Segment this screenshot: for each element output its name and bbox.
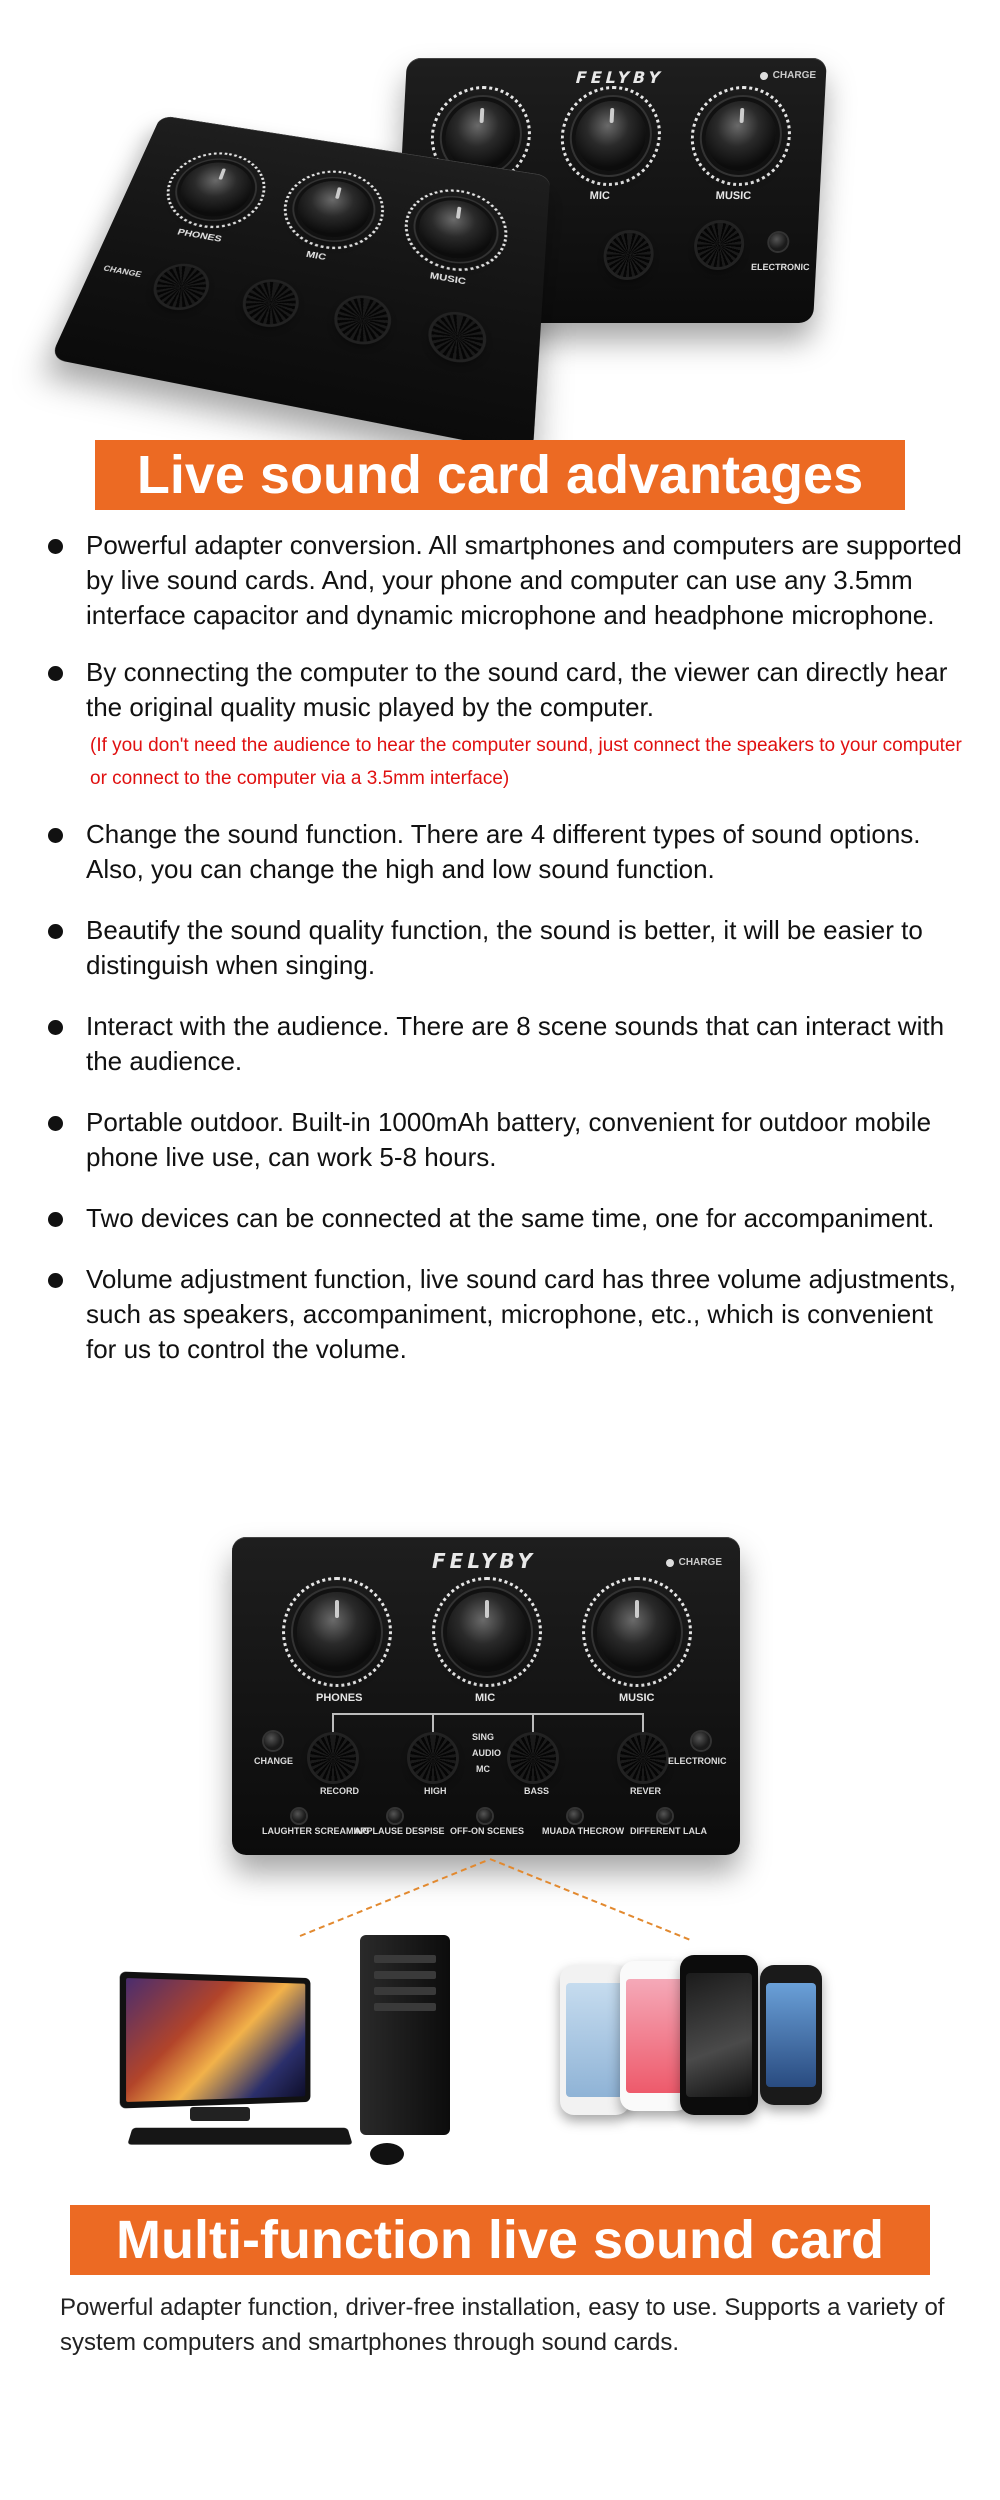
phones-label: PHONES: [316, 1692, 363, 1704]
charge-led-icon: [759, 72, 767, 80]
offon-label: OFF-ON SCENES: [450, 1826, 525, 1836]
phone-icon: [680, 1955, 758, 2115]
advantages-list: [48, 528, 968, 1367]
record-knob: [150, 263, 212, 312]
music-knob: [597, 1592, 677, 1672]
brand-logo: FELYBY: [432, 1549, 537, 1573]
list-item: Interact with the audience. There are 8 scene sounds that can interact with the audience.: [48, 1009, 968, 1079]
electronic-button: [692, 1732, 710, 1750]
list-item: By connecting the computer to the sound card, the viewer can directly hear the original quality music played by the computer. (If you don't need the audience to hear the computer sound, just connect the speakers to your computer or connect to the computer via a 3.5mm interface): [48, 655, 968, 795]
change-label: CHANGE: [102, 263, 143, 279]
mode-sing-label: SING: [472, 1732, 495, 1742]
mic-label: MIC: [475, 1692, 496, 1704]
connector-line: [332, 1713, 642, 1715]
connection-line-right: [490, 1858, 690, 1940]
charge-indicator: CHARGE: [759, 70, 816, 81]
list-item: Volume adjustment function, live sound card has three volume adjustments, such as speakers, accompaniment, microphone, etc., which is convenient for us to control the volume.: [48, 1262, 968, 1367]
electronic-label: ELECTRONIC: [750, 262, 810, 272]
list-item: Portable outdoor. Built-in 1000mAh battery, convenient for outdoor mobile phone live use, can work 5-8 hours.: [48, 1105, 968, 1175]
phones-label: PHONES: [175, 227, 223, 245]
rever-label: REVER: [630, 1786, 662, 1796]
keyboard-icon: [127, 2128, 352, 2145]
electronic-label: ELECTRONIC: [668, 1756, 727, 1766]
charge-indicator: CHARGE: [666, 1557, 722, 1568]
record-label: RECORD: [320, 1786, 360, 1796]
bass-knob: [605, 233, 651, 277]
mic-label: MIC: [589, 190, 611, 202]
bass-knob: [333, 294, 392, 346]
applause-label: APPLAUSE DESPISE: [354, 1826, 445, 1836]
monitor-stand: [190, 2107, 250, 2121]
pc-tower-icon: [360, 1935, 450, 2135]
scene-button: [658, 1809, 672, 1823]
scene-button: [478, 1809, 492, 1823]
mic-label: MIC: [304, 249, 328, 263]
mouse-icon: [370, 2143, 404, 2165]
sound-card-top-view: [232, 1537, 740, 1855]
connector-line: [642, 1713, 644, 1733]
high-label: HIGH: [424, 1786, 447, 1796]
multi-function-heading: Multi-function live sound card: [70, 2205, 930, 2275]
record-knob: [310, 1735, 356, 1781]
mic-knob: [447, 1592, 527, 1672]
monitor-icon: [120, 1971, 311, 2108]
scene-button: [568, 1809, 582, 1823]
change-button: [264, 1732, 282, 1750]
bass-label: BASS: [524, 1786, 550, 1796]
charge-led-icon: [666, 1559, 674, 1567]
rever-knob: [696, 223, 742, 267]
list-item: Two devices can be connected at the same time, one for accompaniment.: [48, 1201, 968, 1236]
mode-mc-label: MC: [476, 1764, 490, 1774]
rever-knob: [620, 1735, 666, 1781]
advantages-heading: Live sound card advantages: [95, 440, 905, 510]
scene-button: [292, 1809, 306, 1823]
high-knob: [240, 278, 300, 328]
desktop-computer-image: [120, 1915, 480, 2165]
high-knob: [410, 1735, 456, 1781]
phone-icon: [760, 1965, 822, 2105]
muada-label: MUADA THECROW: [542, 1826, 625, 1836]
phones-knob: [297, 1592, 377, 1672]
top-product-photo: [0, 0, 1000, 440]
connector-line: [332, 1713, 334, 1733]
scene-button: [388, 1809, 402, 1823]
rever-knob: [428, 311, 485, 364]
different-label: DIFFERENT LALA: [630, 1826, 707, 1836]
smartphones-image: [560, 1955, 860, 2155]
list-item: Powerful adapter conversion. All smartphones and computers are supported by live sound cards. And, your phone and computer can use any 3.5mm interface capacitor and dynamic microphone and headphone microphone.: [48, 528, 968, 633]
music-label: MUSIC: [619, 1692, 655, 1704]
note-text: (If you don't need the audience to hear the computer sound, just connect the speakers to your computer or connect to the computer via a 3.5mm interface): [90, 735, 962, 789]
connector-line: [432, 1713, 434, 1733]
list-item: Change the sound function. There are 4 different types of sound options. Also, you can change the high and low sound function.: [48, 817, 968, 887]
brand-logo: FELYBY: [575, 68, 665, 87]
list-item: Beautify the sound quality function, the sound is better, it will be easier to distinguish when singing.: [48, 913, 968, 983]
description-text: Powerful adapter function, driver-free installation, easy to use. Supports a variety of system computers and smartphones through sound cards.: [60, 2294, 945, 2356]
bass-knob: [510, 1735, 556, 1781]
electronic-button: [769, 233, 788, 251]
mode-audio-label: AUDIO: [472, 1748, 501, 1758]
music-label: MUSIC: [715, 190, 752, 202]
change-label: CHANGE: [254, 1756, 294, 1766]
sound-card-front: [50, 115, 550, 453]
connector-line: [532, 1713, 534, 1733]
laughter-label: LAUGHTER SCREAMING: [262, 1826, 370, 1836]
music-label: MUSIC: [429, 270, 467, 287]
